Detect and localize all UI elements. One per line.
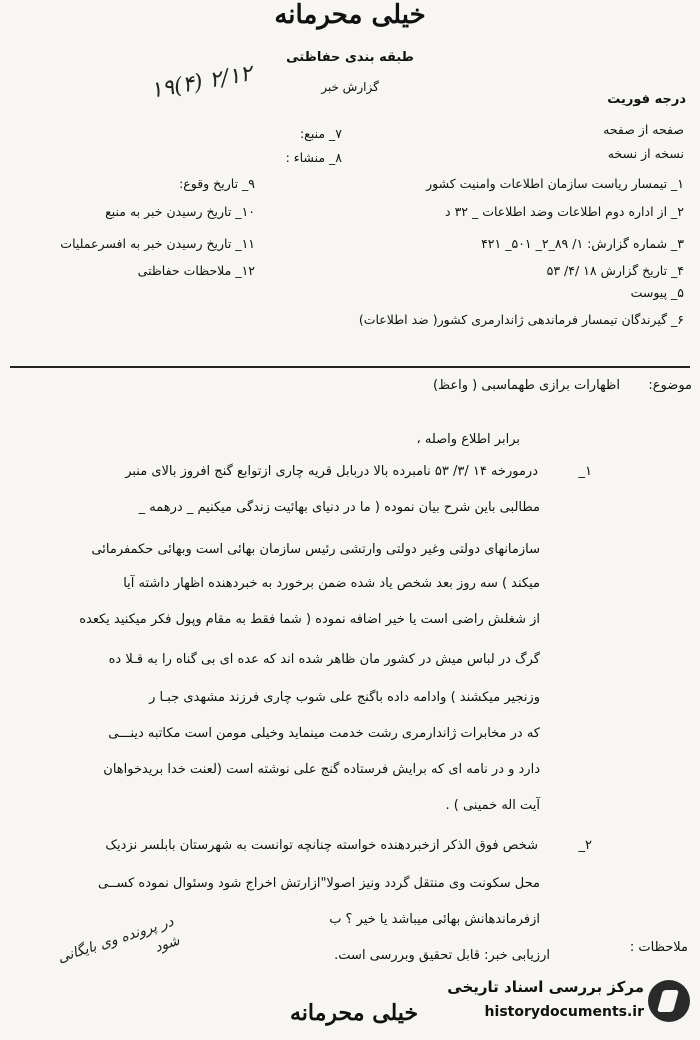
paragraph-1-line: درمورخه ۱۴ /۳/ ۵۳ نامبرده بالا دربابل قریه چاری ازتوابع گنج افروز بالای منبر <box>125 464 538 479</box>
classification-title: خیلی محرمانه <box>274 0 426 30</box>
field-attachment: ۵_ پیوست <box>630 285 684 300</box>
watermark <box>430 976 692 1034</box>
remarks-label: ملاحظات : <box>629 940 688 955</box>
paragraph-1-line: دارد و در نامه ای که برایش فرستاده گنج علی نوشته است (لعنت خدا بریدخواهان <box>103 762 540 777</box>
intro-line: برابر اطلاع واصله ، <box>416 432 520 447</box>
classification-label: طبقه بندی حفاظتی <box>286 50 414 65</box>
paragraph-1-line: وزنجیر میکشند ) وادامه داده باگنج علی شوب چاری فرزند مشهدی جبـا ر <box>149 690 540 705</box>
report-type: گزارش خبر <box>321 80 379 94</box>
field-recipient: ۱_ تیمسار ریاست سازمان اطلاعات وامنیت کشور <box>426 176 684 191</box>
paragraph-1-line: مطالبی باین شرح بیان نموده ( ما در دنیای بهائیت زندگی میکنیم _ درهمه _ <box>138 500 540 515</box>
field-event-date: ۹_ تاریخ وقوع: <box>179 176 255 191</box>
field-security-notes: ۱۲_ ملاحظات حفاظتی <box>137 263 255 278</box>
subject-label: موضوع: <box>648 378 692 393</box>
paragraph-1-line: سازمانهای دولتی وغیر دولتی وارتشی رئیس سازمان بهائی است وبهائی حکمفرمائی <box>91 542 540 557</box>
watermark-url: historydocuments.ir <box>484 1004 644 1020</box>
field-date-to-officer: ۱۱_ تاریخ رسیدن خبر به افسرعملیات <box>60 236 255 251</box>
paragraph-2-line: ازفرماندهانش بهائی میباشد یا خیر ؟ ب <box>329 912 540 927</box>
copy-field: نسخه از نسخه <box>607 146 684 161</box>
field-from: ۲_ از اداره دوم اطلاعات وضد اطلاعات _ ۳۲ د <box>445 204 684 219</box>
field-origin: ۸_ منشاء : <box>285 150 342 165</box>
footer-classification: خیلی محرمانه <box>290 1000 419 1026</box>
paragraph-1-line: از شغلش راضی است یا خیر اضافه نموده ( شما فقط به مقام وپول فکر میکنید یکعده <box>79 612 540 627</box>
watermark-persian: مرکز بررسی اسناد تاریخی <box>447 978 644 996</box>
paragraph-1-line: آیت اله خمینی ) . <box>445 798 540 813</box>
paragraph-2-line: محل سکونت وی منتقل گردد ونیز اصولا"ازارتش اخراج شود وسئوال نموده کســی <box>98 876 540 891</box>
paragraph-1-line: که در مخابرات ژاندارمری رشت خدمت مینماید وخیلی مومن است مکاتبه دینـــی <box>108 726 540 741</box>
paragraph-1-number: ۱_ <box>578 464 592 479</box>
handwritten-note: در پرونده وی بایگانی شود <box>55 913 182 967</box>
field-recipients: ۶_ گیرندگان تیمسار فرماندهی ژاندارمری کشور( ضد اطلاعات) <box>358 312 684 327</box>
field-report-number: ۳_ شماره گزارش: ۱/ ۸۹_۲_ ۵۰۱_ ۴۲۱ <box>481 236 684 251</box>
subject-value: اظهارات برازی طهماسبی ( واعظ) <box>432 378 620 393</box>
archive-logo-icon <box>648 980 690 1022</box>
paragraph-2-line: شخص فوق الذکر ازخبردهنده خواسته چنانچه توانست به شهرستان بابلسر نزدیک <box>105 838 538 853</box>
section-divider <box>10 366 690 368</box>
priority-label: درجه فوریت <box>607 92 686 107</box>
field-source: ۷_ منبع: <box>299 126 342 141</box>
field-report-date: ۴_ تاریخ گزارش ۱۸ /۴/ ۵۳ <box>546 263 684 278</box>
paragraph-1-line: میکند ) سه روز بعد شخص یاد شده ضمن برخورد به خبردهنده اظهار داشته آیا <box>123 576 540 591</box>
field-date-to-source: ۱۰_ تاریخ رسیدن خبر به منبع <box>105 204 255 219</box>
paragraph-2-number: ۲_ <box>578 838 592 853</box>
handwritten-reference: ۲/۱۲ (۴)۱۹ <box>148 61 254 104</box>
evaluation-text: ارزیابی خبر: قابل تحقیق وبررسی است. <box>334 948 550 963</box>
paragraph-1-line: گرگ در لباس میش در کشور مان ظاهر شده اند که عده ای بی گناه را به قـلا ده <box>108 652 540 667</box>
page-field: صفحه از صفحه <box>603 122 684 137</box>
